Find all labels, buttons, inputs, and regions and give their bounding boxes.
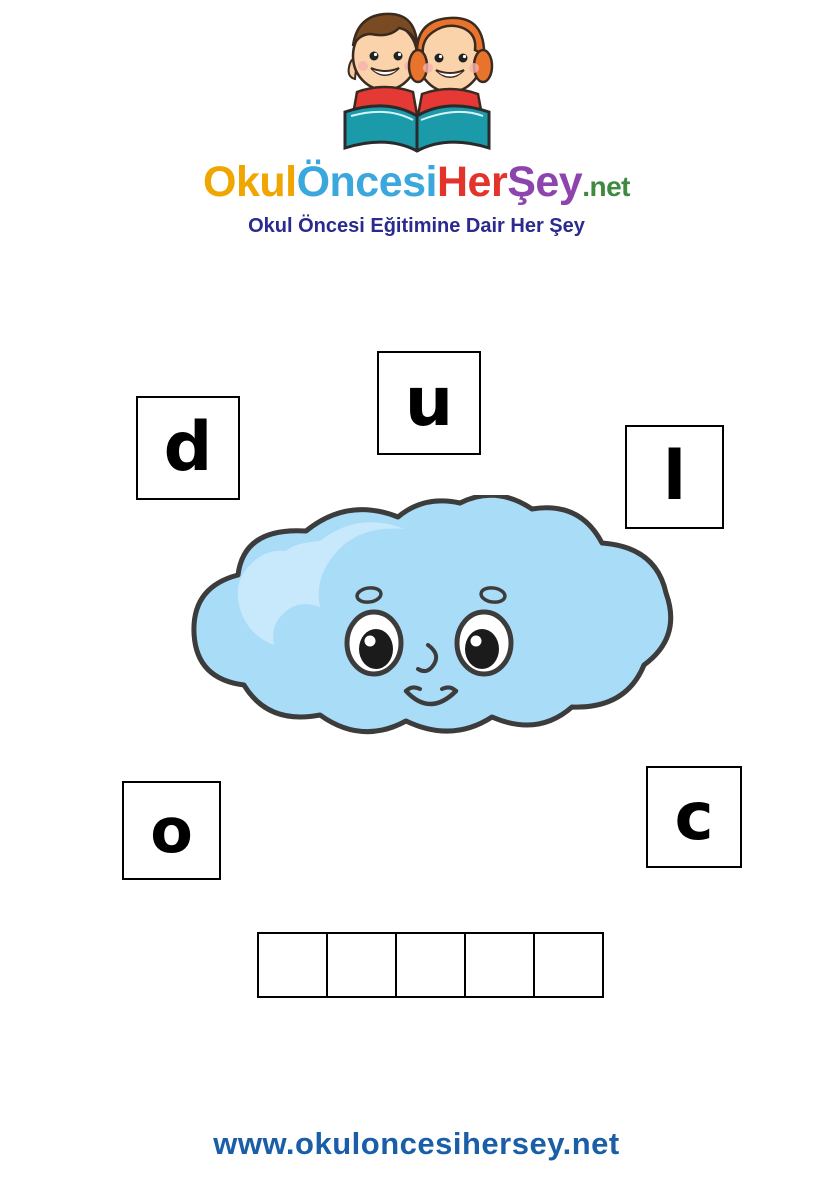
letter-tile-d[interactable]: d [136,396,240,500]
letter-tile-u[interactable]: u [377,351,481,455]
page-header [0,0,833,260]
logo-part-her: Her [436,158,508,206]
logo-part-sey: Şey [507,158,583,206]
footer-website-link[interactable]: www.okuloncesihersey.net [213,1126,620,1161]
worksheet-area [0,300,833,1060]
letter-tile-o[interactable]: o [122,781,221,880]
logo-part-okul: Okul [203,158,297,206]
answer-box[interactable] [326,932,397,998]
logo-part-oncesi: Öncesi [296,158,437,206]
answer-box[interactable] [533,932,604,998]
site-tagline: Okul Öncesi Eğitimine Dair Her Şey [248,215,585,237]
smiling-cloud-illustration [110,495,740,785]
letter-tile-l[interactable]: l [625,425,724,529]
logo-part-net: .net [582,171,630,202]
answer-box[interactable] [257,932,328,998]
two-children-reading-book-icon [317,4,517,154]
answer-boxes-row [257,932,602,998]
answer-box[interactable] [395,932,466,998]
answer-box[interactable] [464,932,535,998]
site-logo [0,158,833,207]
letter-tile-c[interactable]: c [646,766,742,868]
